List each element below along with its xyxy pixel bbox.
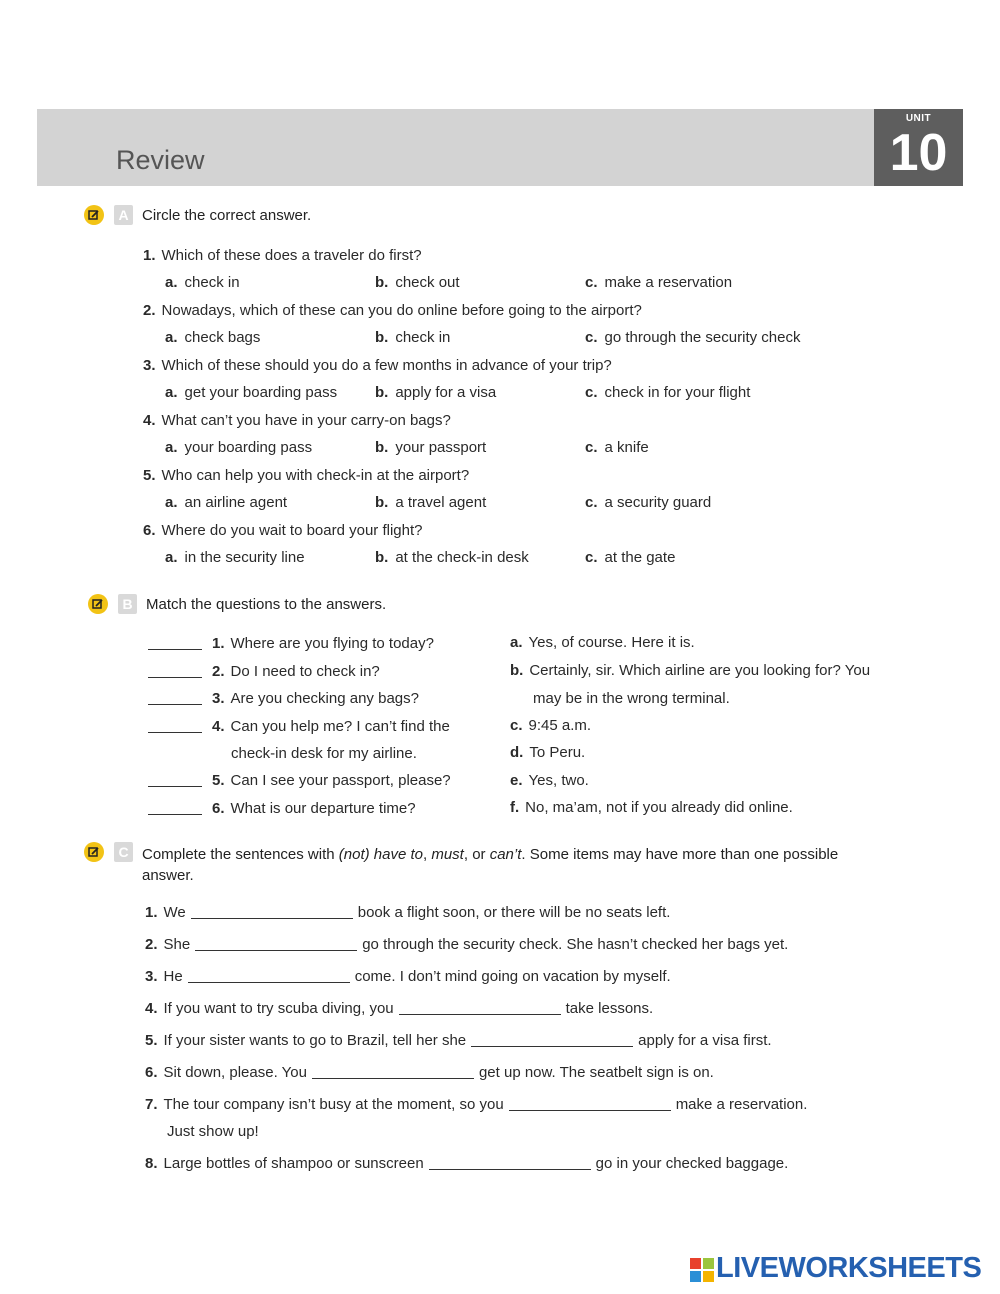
section-b-instruction: Match the questions to the answers. xyxy=(146,596,387,613)
option-text: your passport xyxy=(395,439,487,456)
section-letter-a: A xyxy=(114,205,133,225)
option-letter: c. xyxy=(585,439,598,456)
unit-number: 10 xyxy=(889,124,948,182)
question-text: Can I see your passport, please? xyxy=(230,772,451,789)
match-answer-row xyxy=(510,661,870,681)
match-answer-row xyxy=(510,771,589,791)
match-question-row xyxy=(148,662,380,682)
option-text: your boarding pass xyxy=(184,439,313,456)
answer-option-a[interactable] xyxy=(165,383,337,403)
question-number: 3. xyxy=(143,357,156,374)
answer-blank[interactable] xyxy=(148,786,202,787)
option-letter: b. xyxy=(375,329,389,346)
question-number: 2. xyxy=(143,302,156,319)
option-letter: b. xyxy=(375,384,389,401)
option-letter: c. xyxy=(585,329,598,346)
fill-in-blank[interactable] xyxy=(195,950,357,951)
answer-letter: a. xyxy=(510,634,523,651)
question-number: 5. xyxy=(212,772,225,789)
section-a-instruction: Circle the correct answer. xyxy=(142,207,312,224)
answer-option-b[interactable] xyxy=(375,273,460,293)
sentence-number: 3. xyxy=(145,968,158,985)
page-title: Review xyxy=(116,145,205,175)
fill-in-blank[interactable] xyxy=(191,918,353,919)
option-text: in the security line xyxy=(184,549,305,566)
question-row xyxy=(143,246,422,266)
question-text: Are you checking any bags? xyxy=(230,690,419,707)
option-letter: a. xyxy=(165,274,178,291)
answer-option-b[interactable] xyxy=(375,438,486,458)
question-number: 4. xyxy=(212,718,225,735)
answer-blank[interactable] xyxy=(148,814,202,815)
sentence-start: If you want to try scuba diving, you xyxy=(163,1000,394,1017)
pencil-edit-icon xyxy=(84,842,104,862)
option-text: check in for your flight xyxy=(604,384,751,401)
question-text: Which of these should you do a few months in advance of your trip? xyxy=(161,357,612,374)
section-c-heading xyxy=(84,842,944,886)
question-number: 6. xyxy=(143,522,156,539)
section-b-heading xyxy=(88,594,488,618)
option-text: a knife xyxy=(604,439,649,456)
answer-option-a[interactable] xyxy=(165,493,287,513)
question-text: Which of these does a traveler do first? xyxy=(161,247,422,264)
match-answer-row xyxy=(510,798,793,818)
option-text: get your boarding pass xyxy=(184,384,338,401)
question-text-continued: check-in desk for my airline. xyxy=(231,745,417,762)
answer-text: Yes, two. xyxy=(528,772,589,789)
question-text: Do I need to check in? xyxy=(230,663,380,680)
question-number: 4. xyxy=(143,412,156,429)
fill-in-blank[interactable] xyxy=(188,982,350,983)
section-letter-b: B xyxy=(118,594,137,614)
sentence-number: 1. xyxy=(145,904,158,921)
option-text: check out xyxy=(395,274,460,291)
answer-option-a[interactable] xyxy=(165,548,305,568)
sentence-row xyxy=(145,1095,807,1115)
question-number: 1. xyxy=(212,635,225,652)
question-row xyxy=(143,356,612,376)
answer-option-c[interactable] xyxy=(585,438,649,458)
sentence-row xyxy=(145,1154,788,1174)
match-question-row xyxy=(148,689,419,709)
sentence-end: make a reservation. xyxy=(675,1096,808,1113)
question-text: What can’t you have in your carry-on bags? xyxy=(161,412,451,429)
answer-option-a[interactable] xyxy=(165,438,312,458)
match-question-row xyxy=(148,634,434,654)
answer-letter: b. xyxy=(510,662,524,679)
answer-option-b[interactable] xyxy=(375,493,486,513)
fill-in-blank[interactable] xyxy=(312,1078,474,1079)
option-text: a security guard xyxy=(604,494,712,511)
option-letter: c. xyxy=(585,549,598,566)
sentence-start: We xyxy=(163,904,186,921)
answer-text: Certainly, sir. Which airline are you looking for? You xyxy=(529,662,871,679)
answer-letter: d. xyxy=(510,744,524,761)
answer-letter: c. xyxy=(510,717,523,734)
sentence-end: book a flight soon, or there will be no seats left. xyxy=(357,904,671,921)
option-text: apply for a visa xyxy=(395,384,497,401)
sentence-number: 2. xyxy=(145,936,158,953)
option-letter: b. xyxy=(375,274,389,291)
sentence-row xyxy=(145,999,653,1019)
answer-letter: e. xyxy=(510,772,523,789)
question-text: Where are you flying to today? xyxy=(230,635,434,652)
sentence-continued: Just show up! xyxy=(167,1123,259,1140)
match-question-row xyxy=(148,799,416,819)
answer-text-continued: may be in the wrong terminal. xyxy=(533,690,730,707)
pencil-edit-icon xyxy=(84,205,104,225)
sentence-number: 4. xyxy=(145,1000,158,1017)
sentence-row xyxy=(145,935,788,955)
sentence-end: go in your checked baggage. xyxy=(595,1155,789,1172)
match-answer-row xyxy=(510,716,591,736)
sentence-number: 5. xyxy=(145,1032,158,1049)
question-number: 1. xyxy=(143,247,156,264)
sentence-end: apply for a visa first. xyxy=(638,1032,772,1049)
answer-option-c[interactable] xyxy=(585,383,750,403)
option-text: a travel agent xyxy=(395,494,487,511)
match-answer-row xyxy=(510,743,585,763)
sentence-end: come. I don’t mind going on vacation by myself. xyxy=(354,968,671,985)
option-text: an airline agent xyxy=(184,494,288,511)
sentence-start: If your sister wants to go to Brazil, tell her she xyxy=(163,1032,467,1049)
page-header xyxy=(37,109,874,186)
option-text: check bags xyxy=(184,329,261,346)
logo-grid-icon xyxy=(690,1258,714,1282)
fill-in-blank[interactable] xyxy=(471,1046,633,1047)
question-text: Where do you wait to board your flight? xyxy=(161,522,423,539)
sentence-end: take lessons. xyxy=(565,1000,654,1017)
answer-blank[interactable] xyxy=(148,649,202,650)
answer-option-b[interactable] xyxy=(375,548,529,568)
unit-label: UNIT xyxy=(905,113,932,124)
pencil-edit-icon xyxy=(88,594,108,614)
section-a-heading xyxy=(84,205,484,229)
question-number: 2. xyxy=(212,663,225,680)
answer-option-c[interactable] xyxy=(585,493,711,513)
option-text: check in xyxy=(395,329,451,346)
sentence-end: go through the security check. She hasn’t checked her bags yet. xyxy=(362,936,789,953)
option-letter: b. xyxy=(375,439,389,456)
answer-option-c[interactable] xyxy=(585,328,800,348)
question-text: Can you help me? I can’t find the xyxy=(230,718,450,735)
option-letter: a. xyxy=(165,329,178,346)
option-letter: a. xyxy=(165,439,178,456)
answer-option-b[interactable] xyxy=(375,383,496,403)
sentence-row xyxy=(145,1031,772,1051)
answer-option-c[interactable] xyxy=(585,273,732,293)
answer-option-b[interactable] xyxy=(375,328,450,348)
sentence-end: get up now. The seatbelt sign is on. xyxy=(478,1064,714,1081)
answer-blank[interactable] xyxy=(148,677,202,678)
brand-name: LIVEWORKSHEETS xyxy=(716,1252,982,1284)
option-letter: b. xyxy=(375,494,389,511)
option-letter: c. xyxy=(585,494,598,511)
answer-blank[interactable] xyxy=(148,704,202,705)
option-text: at the check-in desk xyxy=(395,549,529,566)
question-number: 3. xyxy=(212,690,225,707)
question-row xyxy=(143,301,642,321)
question-row xyxy=(143,521,423,541)
section-letter-c: C xyxy=(114,842,133,862)
question-number: 6. xyxy=(212,800,225,817)
question-row xyxy=(143,466,469,486)
sentence-start: Large bottles of shampoo or sunscreen xyxy=(163,1155,424,1172)
option-text: at the gate xyxy=(604,549,676,566)
section-c-instruction: Complete the sentences with (not) have to, must, or can’t. Some items may have more than one possible answer. xyxy=(142,846,839,884)
option-letter: a. xyxy=(165,549,178,566)
sentence-number: 8. xyxy=(145,1155,158,1172)
sentence-row xyxy=(145,967,671,987)
sentence-row xyxy=(145,903,670,923)
answer-option-c[interactable] xyxy=(585,548,675,568)
answer-option-a[interactable] xyxy=(165,273,240,293)
answer-text: Yes, of course. Here it is. xyxy=(528,634,695,651)
question-text: Nowadays, which of these can you do online before going to the airport? xyxy=(161,302,642,319)
option-letter: a. xyxy=(165,494,178,511)
question-number: 5. xyxy=(143,467,156,484)
sentence-number: 6. xyxy=(145,1064,158,1081)
fill-in-blank[interactable] xyxy=(509,1110,671,1111)
sentence-row xyxy=(145,1063,714,1083)
option-text: make a reservation xyxy=(604,274,733,291)
option-letter: a. xyxy=(165,384,178,401)
option-letter: c. xyxy=(585,384,598,401)
option-text: go through the security check xyxy=(604,329,801,346)
sentence-start: The tour company isn’t busy at the moment, so you xyxy=(163,1096,504,1113)
fill-in-blank[interactable] xyxy=(429,1169,591,1170)
fill-in-blank[interactable] xyxy=(399,1014,561,1015)
sentence-start: He xyxy=(163,968,183,985)
match-question-row xyxy=(148,717,450,737)
unit-badge xyxy=(874,109,963,186)
question-text: What is our departure time? xyxy=(230,800,416,817)
answer-option-a[interactable] xyxy=(165,328,260,348)
sentence-start: Sit down, please. You xyxy=(163,1064,307,1081)
sentence-start: She xyxy=(163,936,191,953)
option-letter: c. xyxy=(585,274,598,291)
answer-text: 9:45 a.m. xyxy=(528,717,592,734)
sentence-number: 7. xyxy=(145,1096,158,1113)
question-text: Who can help you with check-in at the airport? xyxy=(161,467,470,484)
answer-text: To Peru. xyxy=(529,744,586,761)
match-answer-row xyxy=(510,633,695,653)
question-row xyxy=(143,411,451,431)
option-text: check in xyxy=(184,274,240,291)
answer-blank[interactable] xyxy=(148,732,202,733)
answer-letter: f. xyxy=(510,799,520,816)
answer-text: No, ma’am, not if you already did online. xyxy=(525,799,793,816)
option-letter: b. xyxy=(375,549,389,566)
match-question-row xyxy=(148,771,451,791)
